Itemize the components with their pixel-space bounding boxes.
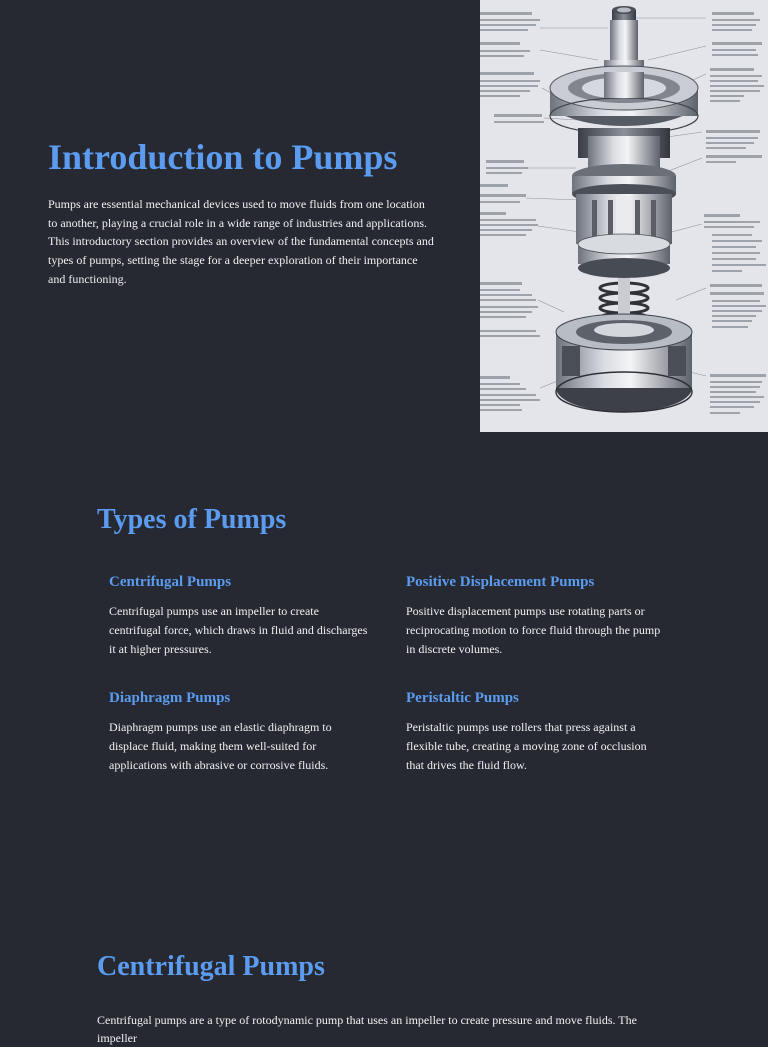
pump-type-description: Centrifugal pumps use an impeller to create centrifugal force, which draws in fluid and discharges it at higher pressures. <box>109 604 368 656</box>
centrifugal-section-paragraph: Centrifugal pumps are a type of rotodynamic pump that uses an impeller to create pressure and move fluids. The impeller <box>97 1013 637 1045</box>
pump-type-description: Diaphragm pumps use an elastic diaphragm to displace fluid, making them well-suited for applications with abrasive or corrosive fluids. <box>109 720 332 772</box>
centrifugal-section-title: Centrifugal Pumps <box>97 951 325 982</box>
pump-type-title: Peristaltic Pumps <box>406 690 519 706</box>
pump-type-title: Diaphragm Pumps <box>109 690 231 706</box>
pump-type-title: Centrifugal Pumps <box>109 574 232 590</box>
pump-type-card-positive-displacement <box>406 572 668 659</box>
intro-paragraph: Pumps are essential mechanical devices used to move fluids from one location to another, playing a crucial role in a wide range of industries and applications. This introductory section provides an overview of the fundamental concepts and types of pumps, setting the stage for a deeper exploration of their importance and functioning. <box>48 197 434 286</box>
types-section-title: Types of Pumps <box>97 504 287 535</box>
pump-type-card-peristaltic <box>406 688 656 775</box>
pump-type-card-diaphragm <box>109 688 371 775</box>
pump-cutaway-diagram-icon <box>480 0 768 432</box>
pump-type-title: Positive Displacement Pumps <box>406 574 595 590</box>
pump-type-description: Positive displacement pumps use rotating parts or reciprocating motion to force fluid through the pump in discrete volumes. <box>406 604 661 656</box>
pump-type-description: Peristaltic pumps use rollers that press against a flexible tube, creating a moving zone of occlusion that drives the fluid flow. <box>406 720 647 772</box>
pump-diagram-image <box>480 0 768 432</box>
pump-type-card-centrifugal <box>109 572 371 659</box>
page-title: Introduction to Pumps <box>48 137 398 177</box>
